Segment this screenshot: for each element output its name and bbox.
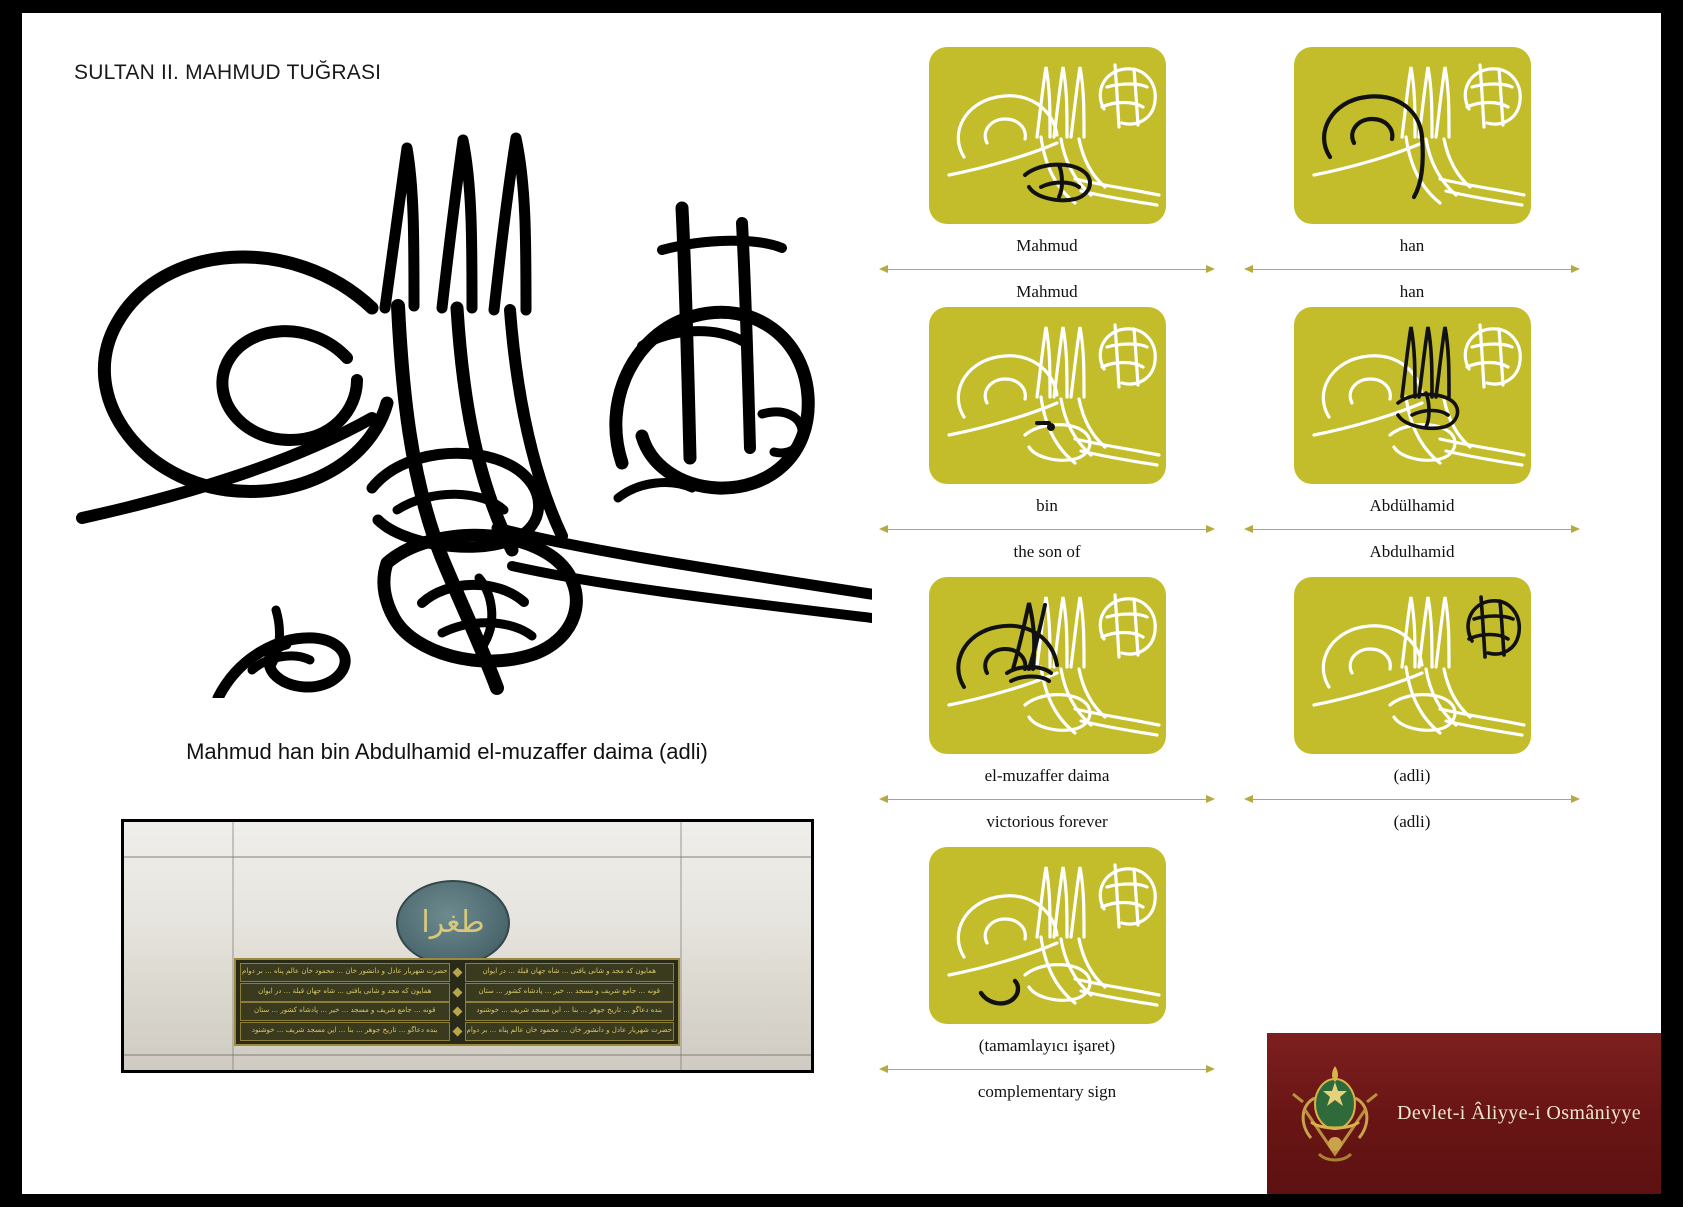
inscription-cell: حضرت شهريار عادل و دانشور خان ... محمود خان عالم پناه ... بر دوام xyxy=(240,963,450,982)
ottoman-state-badge xyxy=(1267,1033,1661,1194)
part-native-label: Abdülhamid xyxy=(1369,496,1455,515)
part-native-label: han xyxy=(1399,236,1425,255)
part-arrow-rule xyxy=(1242,522,1582,538)
part-english-label: han xyxy=(1399,282,1425,301)
medallion-tughra-mark: ﻃﻐﺮﺍ xyxy=(421,905,485,940)
inscription-cell: همايون كه مجد و شانى يافتى ... شاه جهان قبلة ... در ايوان xyxy=(240,983,450,1002)
part-english-label: Abdulhamid xyxy=(1369,542,1455,561)
wall-seam-top xyxy=(124,856,811,858)
tughra-part-card[interactable] xyxy=(867,847,1227,1102)
part-native-label: el-muzaffer daima xyxy=(984,766,1110,785)
ottoman-coat-of-arms-icon xyxy=(1289,1058,1381,1170)
part-english-label: (adli) xyxy=(1393,812,1431,831)
tughra-transliteration: Mahmud han bin Abdulhamid el-muzaffer daima (adli) xyxy=(186,739,708,764)
tughra-part-tile xyxy=(929,307,1166,484)
tughra-part-tile xyxy=(1294,47,1531,224)
part-arrow-rule xyxy=(877,522,1217,538)
tughra-part-card[interactable] xyxy=(1232,47,1592,302)
part-native-label: (tamamlayıcı işaret) xyxy=(978,1036,1116,1055)
wall-seam-bottom xyxy=(124,1054,811,1056)
photo-tughra-medallion xyxy=(396,880,510,966)
badge-label: Devlet-i Âliyye-i Osmâniyye xyxy=(1397,1102,1642,1124)
arrow-right-icon xyxy=(1206,525,1215,533)
wall-joint-right xyxy=(680,822,682,1070)
arrow-right-icon xyxy=(1571,265,1580,273)
part-arrow-rule xyxy=(877,1062,1217,1078)
part-arrow-rule xyxy=(877,792,1217,808)
tughra-part-card[interactable] xyxy=(1232,307,1592,562)
tughra-part-tile xyxy=(929,847,1166,1024)
inscription-cell: قونه ... جامع شريف و مسجد ... خير ... پادشاه كشور ... ستان xyxy=(240,1002,450,1021)
rule-line xyxy=(1252,529,1572,530)
tughra-part-card[interactable] xyxy=(867,577,1227,832)
part-native-label: (adli) xyxy=(1393,766,1431,785)
inscription-row xyxy=(240,1002,674,1021)
rule-line xyxy=(887,1069,1207,1070)
arrow-right-icon xyxy=(1571,525,1580,533)
tughra-part-tile xyxy=(929,577,1166,754)
arrow-right-icon xyxy=(1571,795,1580,803)
inscription-cell: همايون كه مجد و شانى يافتى ... شاه جهان قبلة ... در ايوان xyxy=(465,963,675,982)
rule-line xyxy=(887,529,1207,530)
tughra-part-card[interactable] xyxy=(867,307,1227,562)
tughra-part-tile xyxy=(1294,307,1531,484)
inscription-cell: بنده دعاگو ... تاريخ جوهر ... بنا ... اين مسجد شريف ... خوشنود xyxy=(240,1022,450,1041)
tughra-parts-grid xyxy=(867,33,1657,1143)
part-english-label: complementary sign xyxy=(977,1082,1117,1101)
part-native-label: bin xyxy=(1036,496,1058,515)
page-title: SULTAN II. MAHMUD TUĞRASI xyxy=(74,61,382,84)
inscription-row xyxy=(240,1022,674,1041)
inscription-divider xyxy=(452,987,462,997)
inscription-cell: حضرت شهريار عادل و دانشور خان ... محمود خان عالم پناه ... بر دوام xyxy=(465,1022,675,1041)
inscription-row xyxy=(240,983,674,1002)
tughra-part-card[interactable] xyxy=(867,47,1227,302)
inscription-divider xyxy=(452,968,462,978)
rule-line xyxy=(1252,799,1572,800)
inscription-cell: قونه ... جامع شريف و مسجد ... خير ... پادشاه كشور ... ستان xyxy=(465,983,675,1002)
part-arrow-rule xyxy=(1242,792,1582,808)
tughra-part-tile xyxy=(929,47,1166,224)
inscription-divider xyxy=(452,1007,462,1017)
slide-canvas xyxy=(22,13,1661,1194)
arrow-right-icon xyxy=(1206,1065,1215,1073)
part-native-label: Mahmud xyxy=(1016,236,1078,255)
inscription-row xyxy=(240,963,674,982)
part-arrow-rule xyxy=(877,262,1217,278)
rule-line xyxy=(887,269,1207,270)
part-english-label: the son of xyxy=(1013,542,1081,561)
main-tughra-illustration xyxy=(42,58,872,698)
inscription-panel xyxy=(234,958,680,1046)
part-english-label: Mahmud xyxy=(1016,282,1078,301)
mosque-inscription-photo xyxy=(121,819,814,1073)
arrow-right-icon xyxy=(1206,795,1215,803)
part-arrow-rule xyxy=(1242,262,1582,278)
inscription-divider xyxy=(452,1027,462,1037)
rule-line xyxy=(1252,269,1572,270)
inscription-cell: بنده دعاگو ... تاريخ جوهر ... بنا ... اين مسجد شريف ... خوشنود xyxy=(465,1002,675,1021)
part-english-label: victorious forever xyxy=(986,812,1108,831)
tughra-part-card[interactable] xyxy=(1232,577,1592,832)
tughra-part-tile xyxy=(1294,577,1531,754)
rule-line xyxy=(887,799,1207,800)
arrow-right-icon xyxy=(1206,265,1215,273)
